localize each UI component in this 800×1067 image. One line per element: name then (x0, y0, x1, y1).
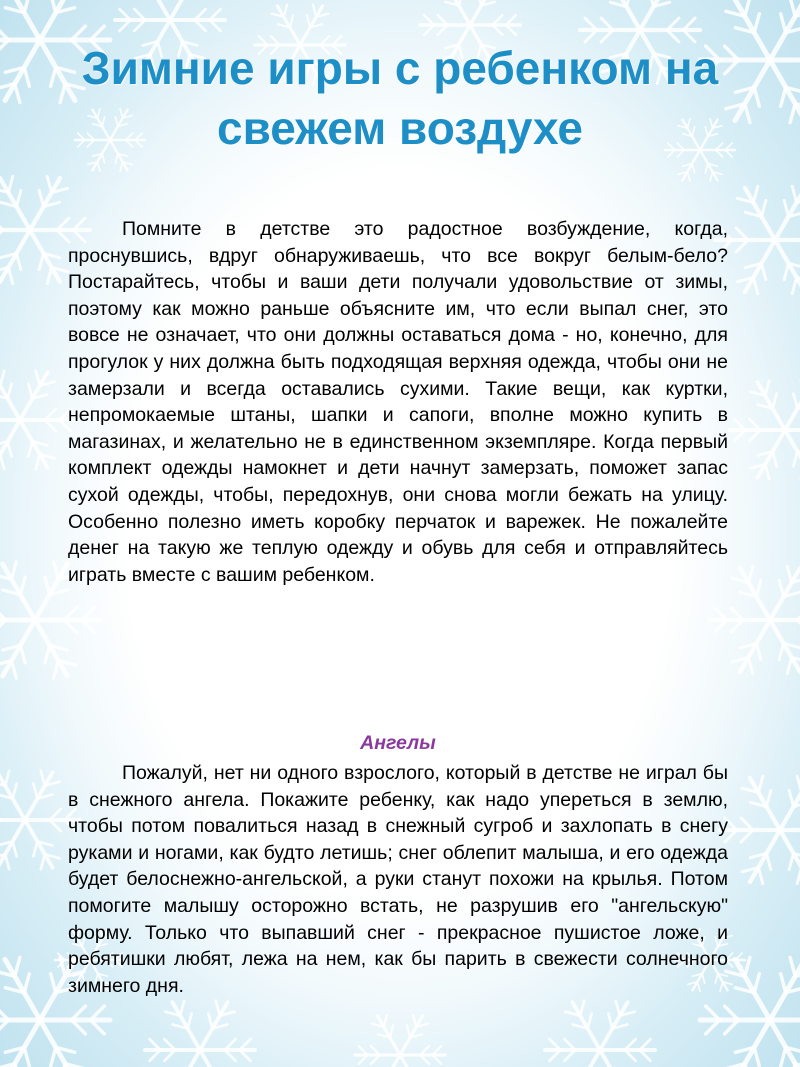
angels-paragraph: Пожалуй, нет ни одного взрослого, который в детстве не играл бы в снежного ангела. Покажите ребенку, как надо упереться в землю, чтобы потом повалиться назад в снежный сугроб и захлопать в снегу руками и ногами, как будто летишь; снег облепит малыша, и его одежда будет белоснежно-ангельской, а руки станут похожи на крылья. Потом помогите малышу осторожно встать, не разрушив его "ангельскую" форму. Только что выпавший снег - прекрасное пушистое ложе, и ребятишки любят, лежа на нем, как бы парить в свежести солнечного зимнего дня. (68, 762, 728, 997)
section-heading: Ангелы (360, 732, 436, 754)
page-title: Зимние игры с ребенком на свежем воздухе (81, 42, 719, 154)
snowflake-icon (730, 381, 800, 479)
snowflake-icon (720, 776, 800, 883)
snowflake-icon (545, 1001, 655, 1067)
intro-paragraph: Помните в детстве это радостное возбуждение, когда, проснувшись, вдруг обнаруживаешь, что все вокруг белым-бело? Постарайтесь, чтобы и ваши дети получали удовольствие от зимы, поэтому как можно раньше объясните им, что если выпал снег, это вовсе не означает, что они должны оставаться дома - но, конечно, для прогулок у них должна быть подходящая верхняя одежда, чтобы они не замерзали и всегда оставались сухими. Такие вещи, как куртки, непромокаемые штаны, шапки и сапоги, вполне можно купить в магазинах, и желательно не в единственном экземпляре. Когда первый комплект одежды намокнет и дети начнут замерзать, поможет запас сухой одежды, чтобы, передохнув, они снова могли бежать на улицу. Особенно полезно иметь коробку перчаток и варежек. Не пожалейте денег на такую же теплую одежду и обувь для себя и отправляйтесь играть вместе с вашим ребенком. (68, 218, 728, 586)
snowflake-icon (145, 1001, 255, 1067)
snowflake-icon (355, 1015, 445, 1067)
snowflake-icon (0, 371, 75, 469)
